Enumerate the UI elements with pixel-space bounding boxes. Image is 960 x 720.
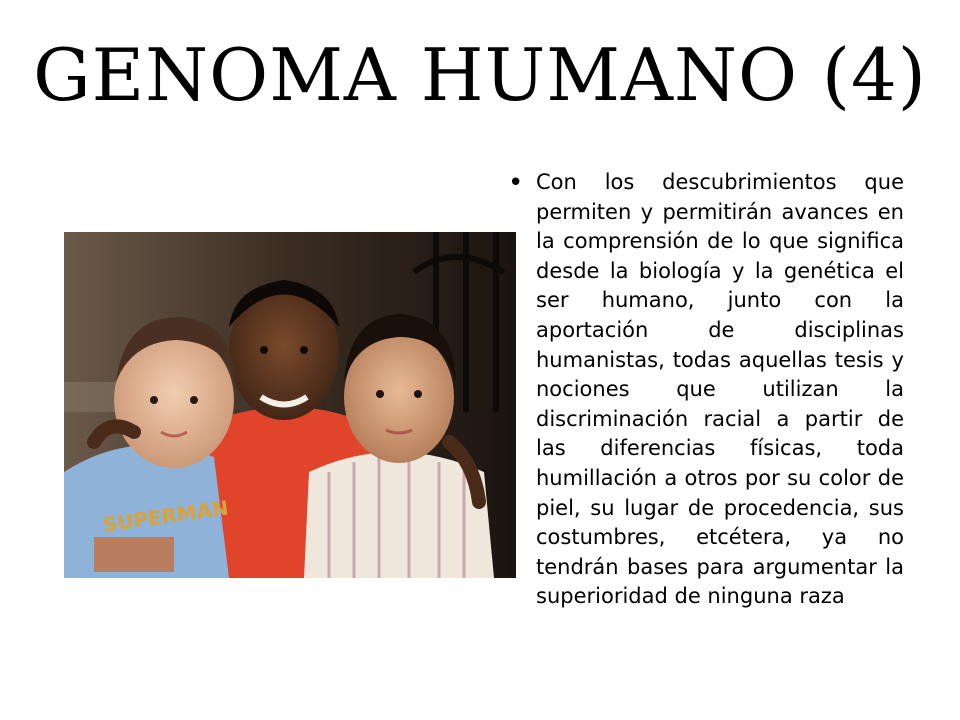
bullet-list (508, 168, 904, 612)
bullet-text: Con los descubrimientos que permiten y permitirán avances en la comprensión de lo que significa desde la biología y la genética el ser humano, junto con la aportación de disciplinas humanistas, todas aquellas tesis y nociones que utilizan la discriminación racial a partir de las diferencias físicas, toda humillación a otros por su color de piel, su lugar de procedencia, sus costumbres, etcétera, ya no tendrán bases para argumentar la superioridad de ninguna raza (536, 170, 904, 609)
bullet-marker: • (508, 168, 524, 198)
shirt-print: SUPERMAN (101, 495, 230, 537)
slide-title: GENOMA HUMANO (4) (33, 33, 927, 117)
children-photo (64, 232, 516, 578)
